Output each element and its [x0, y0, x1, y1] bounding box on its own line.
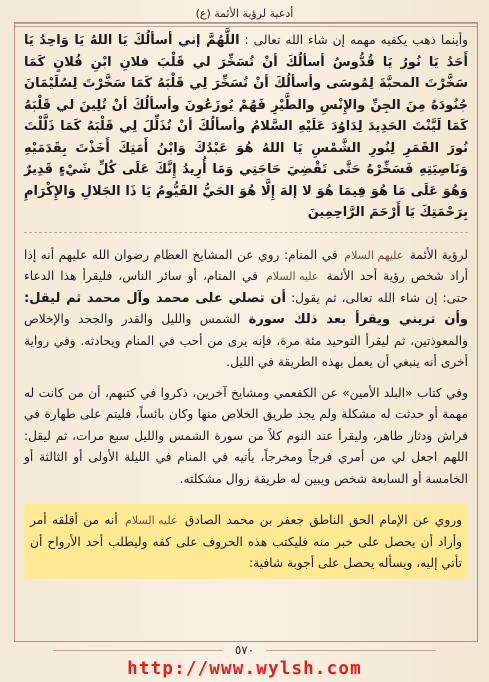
page-number-rule-right — [266, 650, 436, 651]
prayer-lead: وأينما ذهب يكفيه مهمه إن شاء الله تعالى : — [244, 33, 469, 47]
section-lead: لرؤية الأئمة — [409, 247, 469, 262]
sadiq-text: أنه من أقلقه أمر وأراد أن يحصل على خبر منه فليكتب هذه الحروف على كفه وليطلب أحد الأرواح أن تأتي إليه، ويسأله يحصل على أجوبة شافية: — [30, 513, 462, 570]
section-tail: الشمس والليل والقدر والجحد والإخلاص والمعوذتين، ثم ليقرأ التوحيد مئة مرة، فإنه يرى من أحب في المنام ويحادثه. وفي رواية أخرى أنه ينبغي أن يعمل بهذه الطريقة في الليل. — [24, 312, 468, 369]
page-number-rule-left — [53, 650, 223, 651]
page-body — [24, 30, 468, 579]
page-number-text: ٥٧٠ — [234, 643, 255, 657]
section-emphasis: أن تصلي على محمد وآل محمد ثم ليقل: وأن تريني ويقرأ بعد ذلك سورة — [24, 290, 469, 327]
prayer-paragraph — [24, 30, 468, 224]
balad-amin-text: وفي كتاب «البلد الأمين» عن الكفعمي ومشايخ آخرين، ذكروا في كتبهم، أن من كانت له مهمة أو حدثت له مشكلة ولم يجد طريق الخلاص منها وكان بائساً، فليتم على طهارة في فراش ودثار طاهر، وليقرأ عند النوم كلاً من سورة الشمس والليل سبع مرات، ثم ليقل: اللهم اجعل لي من أمري فرجاً ومخرجاً، يأتيه في المنام في الليلة الأولى أو الثالثة أو الخامسة أو السابعة شخص ويبين له طريقة زوال مشكلته. — [24, 385, 468, 486]
balad-amin-paragraph — [24, 383, 468, 491]
page-number — [0, 640, 489, 660]
running-header — [0, 6, 489, 22]
section-body: في المنام: روي عن المشايخ العظام رضوان الله عليهم أنه إذا أراد شخص رؤية أحد الأئمة — [24, 247, 468, 283]
sadiq-paragraph — [30, 510, 462, 575]
honorific-seal-3: عليه السلام — [125, 514, 178, 527]
sadiq-lead: وروي عن الإمام الحق الناطق جعفر بن محمد الصادق — [184, 513, 463, 527]
site-url[interactable]: http://www.wylsh.com — [127, 659, 362, 679]
imams-vision-paragraph — [24, 245, 468, 374]
honorific-seal-2: عليه السلام — [265, 270, 319, 283]
section-divider — [24, 232, 468, 233]
highlighted-passage — [24, 504, 468, 579]
honorific-seal: عليهم السلام — [344, 248, 404, 262]
prayer-text: اللَّهُمَّ إني أسألُكَ يَا اللهُ يَا وَاحِدُ يَا أَحَدُ يَا نُورُ يَا قُدُّوسُ أسألُكَ أنْ تُسَخِّرَ لي قَلْبَ فلانِ ابْنِ فُلانٍ كَمَا سَخَّرْتَ المحبَّةَ لِمُوسَى وأسألُكَ أنْ تُسَخِّرَ لِي قَلْبَهُ كَمَا سَخَّرْتَ لِسُلَيْمَانَ جُنُودَهُ مِنَ الجِنِّ والإِنْسِ والطَّيْرِ فَهُمْ يُوزَعُونَ وأسألُكَ أنْ تُلِينَ لي قَلْبَهُ كَمَا لَيَّنْتَ الحَدِيدَ لِدَاوُدَ عَلَيْهِ السَّلامُ وأسألُكَ أنْ تُذَلِّلَ لِي قَلْبَهُ كَمَا ذَلَّلْتَ نُورَ القَمَرِ لِنُورِ الشَّمْسِ يَا اللهُ هُوَ عَبْدُكَ وَابْنُ أَمَتِكَ أَخَذْتَ بِقَدَمَيْهِ وَنَاصِيَتِهِ فَسَخِّرْهُ حَتَّى تَقْضِيَ حَاجَتِي وَمَا أُرِيدُ إِنَّكَ عَلَى كُلِّ شَيْءٍ قَدِيرٌ وَهُوَ عَلَى مَا هُوَ فِيمَا هُوَ لا إلهَ إِلَّا هُوَ الحَيُّ القَيُّومُ يَا ذَا الجَلالِ وَالإِكْرَامِ بِرَحْمَتِكَ يَا أَرْحَمَ الرَّاحِمِينَ — [24, 33, 468, 220]
section-body-2: في المنام، أو سائر الناس، فليقرأ هذا الدعاء حتى: إن شاء الله تعالى، ثم يقول: — [24, 269, 468, 305]
header-title: أدعية لرؤية الأئمة (ع) — [195, 7, 294, 20]
